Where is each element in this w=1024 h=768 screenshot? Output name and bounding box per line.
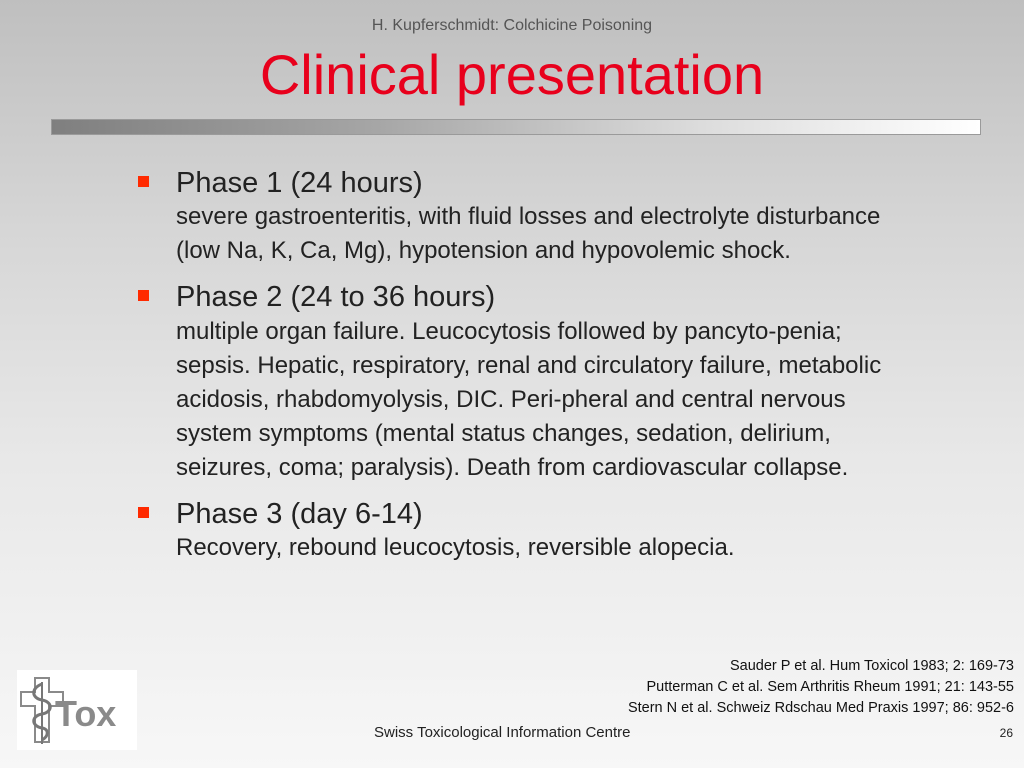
phase-description: multiple organ failure. Leucocytosis followed by pancyto-penia; sepsis. Hepatic, respiratory, renal and circulatory failure, metabolic acidosis, rhabdomyolysis, DIC. Peri-pheral and central nervous system symptoms (mental status changes, sedation, delirium, seizures, coma; paralysis). Death from cardiovascular collapse. <box>176 317 882 481</box>
phase-list <box>136 166 896 577</box>
phase-item-1 <box>136 166 896 268</box>
phase-description: Recovery, rebound leucocytosis, reversible alopecia. <box>176 534 735 562</box>
reference-item: Stern N et al. Schweiz Rdschau Med Praxis 1997; 86: 952-6 <box>627 700 1014 717</box>
reference-item: Sauder P et al. Hum Toxicol 1983; 2: 169-73 <box>729 658 1014 674</box>
page-number: 26 <box>999 726 1013 740</box>
tox-logo <box>17 670 137 750</box>
bullet-square-icon <box>138 507 149 518</box>
caduceus-cross-logo-icon <box>17 670 137 750</box>
phase-item-3 <box>136 497 896 565</box>
references-block <box>628 656 1014 719</box>
logo-text: Tox <box>55 693 117 734</box>
footer-organization: Swiss Toxicological Information Centre <box>374 724 631 741</box>
phase-description: severe gastroenteritis, with fluid losses and electrolyte disturbance (low Na, K, Ca, Mg), hypotension and hypovolemic shock. <box>176 203 881 265</box>
phase-heading: Phase 2 (24 to 36 hours) <box>176 281 496 314</box>
phase-heading: Phase 1 (24 hours) <box>176 167 423 199</box>
slide-title: Clinical presentation <box>259 43 765 106</box>
phase-heading: Phase 3 (day 6-14) <box>176 497 423 530</box>
phase-item-2 <box>136 280 896 485</box>
bullet-square-icon <box>138 176 149 187</box>
bullet-square-icon <box>138 290 149 301</box>
title-divider <box>51 119 981 135</box>
reference-item: Putterman C et al. Sem Arthritis Rheum 1991; 21: 143-55 <box>646 679 1014 696</box>
author-line: H. Kupferschmidt: Colchicine Poisoning <box>371 17 653 34</box>
